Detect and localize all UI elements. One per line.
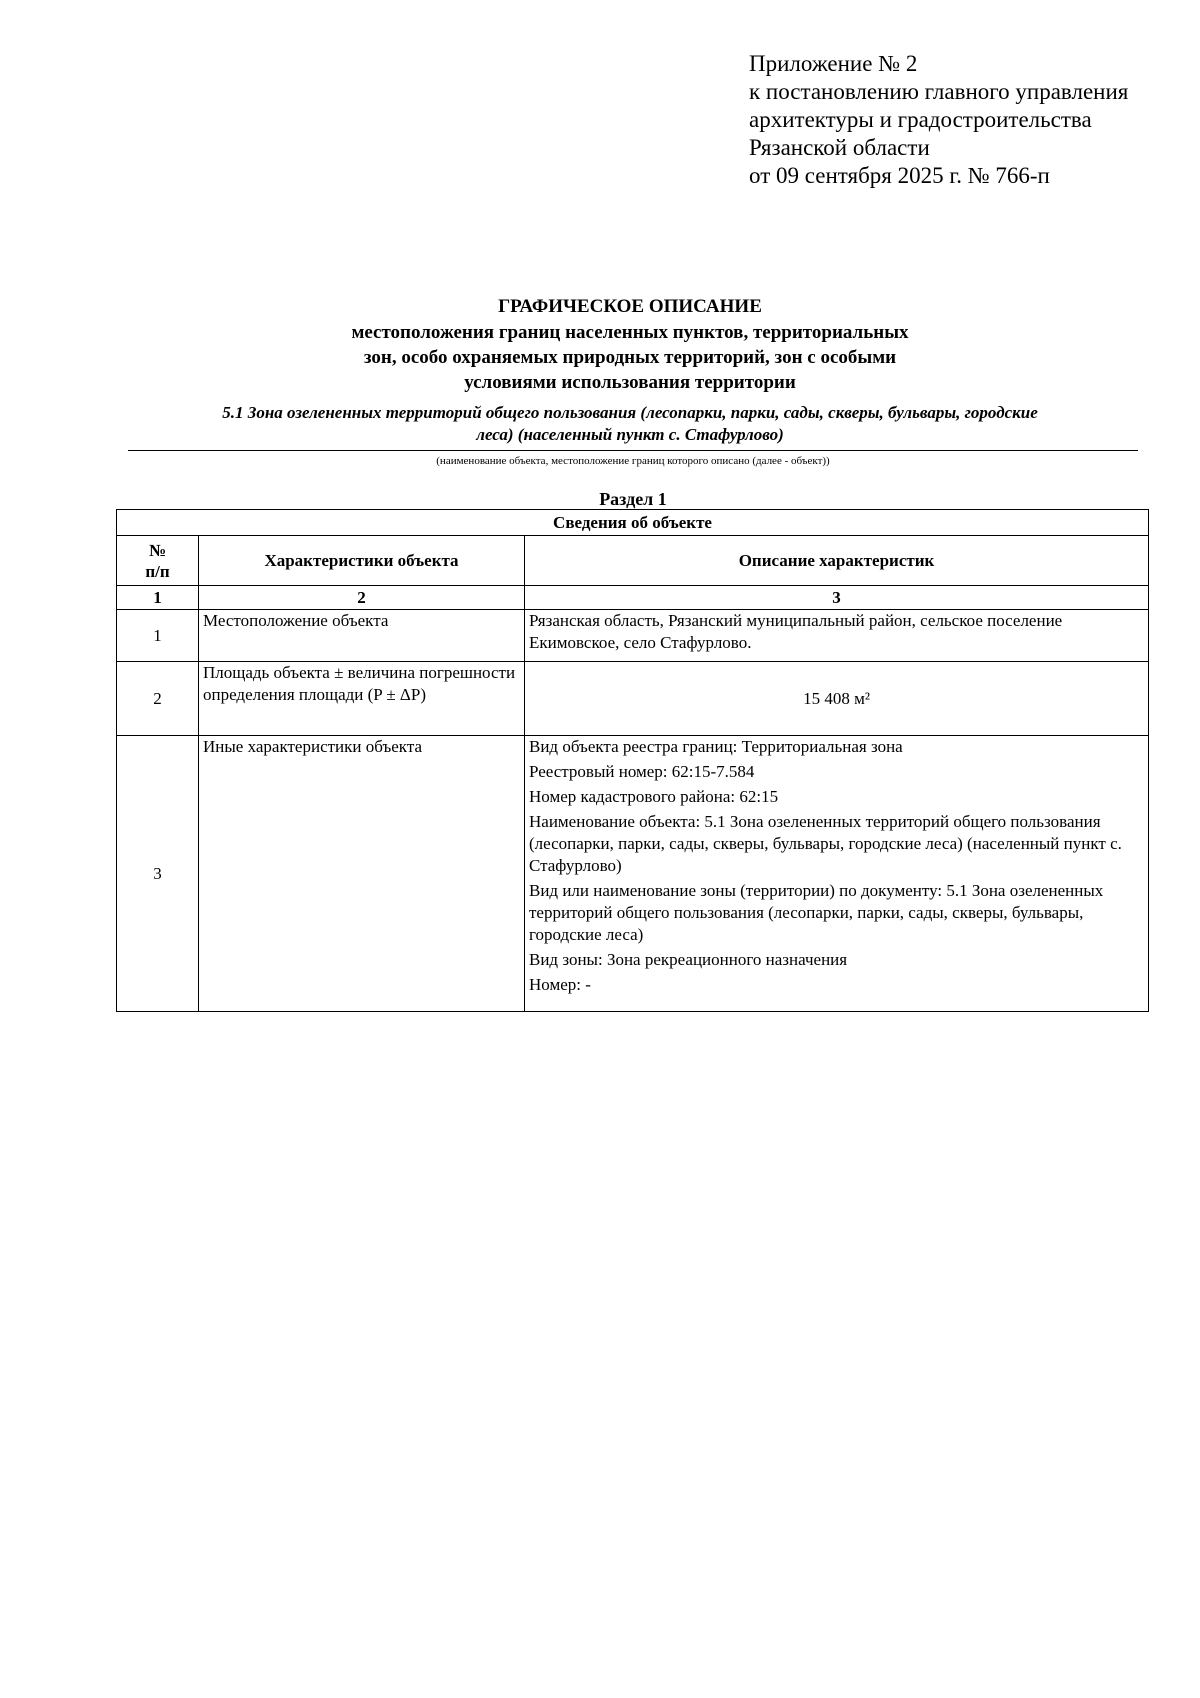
description-line: Вид или наименование зоны (территории) по документу: 5.1 Зона озелененных территорий общего пользования (лесопарки, парки, сады, скверы, бульвары, городские леса) bbox=[529, 881, 1104, 944]
column-number: 3 bbox=[525, 586, 1149, 610]
description-line: Наименование объекта: 5.1 Зона озелененных территорий общего пользования (лесопарки, парки, сады, скверы, бульвары, городские леса) (населенный пункт с. Стафурлово) bbox=[529, 812, 1122, 875]
table-title: Сведения об объекте bbox=[117, 510, 1149, 536]
row-number: 2 bbox=[117, 662, 199, 736]
appendix-line: от 09 сентября 2025 г. № 766-п bbox=[749, 163, 1050, 188]
description-line: Рязанская область, Рязанский муниципальный район, сельское поселение Екимовское, село Стафурлово. bbox=[529, 611, 1063, 652]
document-subtitle-line: условиями использования территории bbox=[464, 372, 796, 393]
column-header-number bbox=[117, 536, 199, 586]
object-name bbox=[128, 402, 1132, 446]
row-number: 3 bbox=[117, 736, 199, 1012]
object-info-table bbox=[116, 509, 1149, 1012]
description-line: Вид зоны: Зона рекреационного назначения bbox=[529, 950, 848, 969]
column-header-description: Описание характеристик bbox=[525, 536, 1149, 586]
description-line: Номер: - bbox=[529, 975, 591, 994]
appendix-line: архитектуры и градостроительства bbox=[749, 107, 1092, 132]
table-row bbox=[117, 736, 1149, 1012]
appendix-line: к постановлению главного управления bbox=[749, 79, 1129, 104]
document-title-block bbox=[118, 294, 1142, 395]
row-description bbox=[525, 662, 1149, 736]
appendix-line: Рязанской области bbox=[749, 135, 930, 160]
row-description bbox=[525, 610, 1149, 662]
appendix-line: Приложение № 2 bbox=[749, 51, 918, 76]
appendix-block bbox=[749, 50, 1169, 190]
description-line: Вид объекта реестра границ: Территориальная зона bbox=[529, 737, 903, 756]
section-label: Раздел 1 bbox=[599, 489, 667, 509]
description-line: 15 408 м² bbox=[803, 688, 870, 708]
column-header-number-line2: п/п bbox=[145, 561, 170, 581]
column-header-number-line1: № bbox=[148, 540, 167, 560]
column-number: 2 bbox=[199, 586, 525, 610]
table-row bbox=[117, 662, 1149, 736]
row-characteristic: Иные характеристики объекта bbox=[199, 736, 525, 1012]
document-subtitle-line: зон, особо охраняемых природных территорий, зон с особыми bbox=[363, 347, 897, 368]
column-header-characteristic: Характеристики объекта bbox=[199, 536, 525, 586]
row-characteristic: Площадь объекта ± величина погрешности определения площади (P ± ΔP) bbox=[199, 662, 525, 736]
row-description bbox=[525, 736, 1149, 1012]
column-number: 1 bbox=[117, 586, 199, 610]
row-characteristic: Местоположение объекта bbox=[199, 610, 525, 662]
object-name-line: 5.1 Зона озелененных территорий общего пользования (лесопарки, парки, сады, скверы, бульвары, городские bbox=[222, 403, 1038, 422]
row-number: 1 bbox=[117, 610, 199, 662]
description-line: Номер кадастрового района: 62:15 bbox=[529, 787, 779, 806]
document-subtitle-line: местоположения границ населенных пунктов, территориальных bbox=[351, 322, 909, 343]
object-name-caption: (наименование объекта, местоположение границ которого описано (далее - объект)) bbox=[436, 455, 830, 467]
document-title: ГРАФИЧЕСКОЕ ОПИСАНИЕ bbox=[498, 296, 762, 317]
table-row bbox=[117, 610, 1149, 662]
object-name-underline bbox=[128, 450, 1138, 451]
object-name-line: леса) (населенный пункт с. Стафурлово) bbox=[476, 425, 784, 444]
description-line: Реестровый номер: 62:15-7.584 bbox=[529, 762, 755, 781]
